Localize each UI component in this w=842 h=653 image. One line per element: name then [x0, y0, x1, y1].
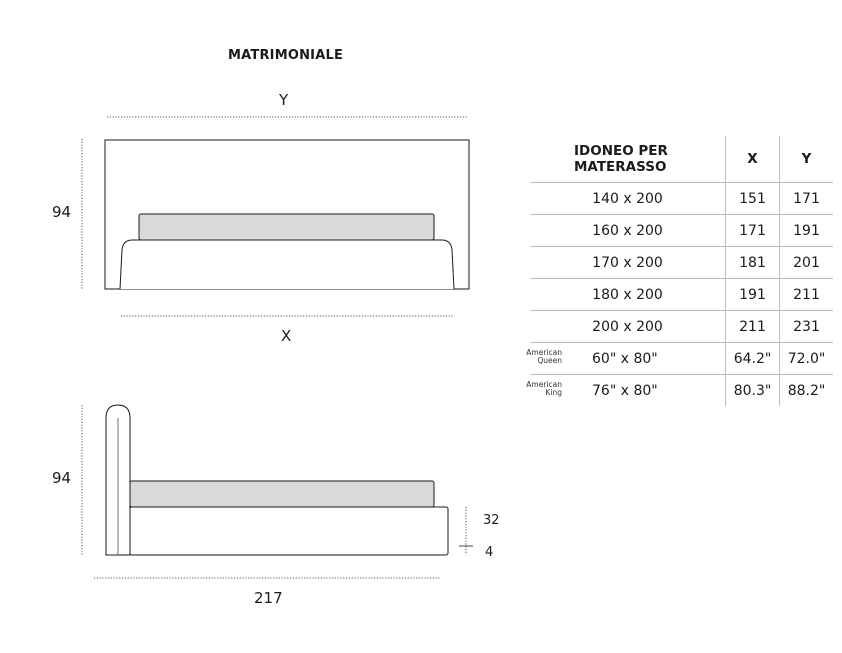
- table-row: [530, 183, 833, 215]
- row-size: 180 x 200: [592, 286, 663, 303]
- row-size: 76" x 80": [592, 382, 658, 399]
- row-y: 211: [780, 279, 834, 311]
- row-x: 64.2": [726, 343, 780, 375]
- row-y: 88.2": [780, 375, 834, 407]
- row-note: [526, 381, 562, 397]
- front-view: [82, 117, 469, 316]
- front-width-label-top: Y: [279, 91, 289, 109]
- diagram-title: MATRIMONIALE: [228, 48, 344, 63]
- header-size: IDONEO PER MATERASSO: [574, 143, 668, 175]
- row-note-line2: Queen: [537, 356, 562, 365]
- side-base-height-label: 32: [483, 513, 500, 528]
- table-row: [530, 311, 833, 343]
- row-note-line2: King: [545, 388, 562, 397]
- row-size: 170 x 200: [592, 254, 663, 271]
- side-foot-height-label: 4: [485, 545, 494, 560]
- table-row: [530, 247, 833, 279]
- front-width-label-bottom: X: [281, 327, 292, 345]
- row-size: 140 x 200: [592, 190, 663, 207]
- row-x: 80.3": [726, 375, 780, 407]
- side-mattress: [130, 481, 434, 507]
- row-note-line1: American: [526, 380, 562, 389]
- row-size: 200 x 200: [592, 318, 663, 335]
- header-y: Y: [780, 136, 834, 183]
- row-y: 231: [780, 311, 834, 343]
- table-row: [530, 279, 833, 311]
- row-x: 191: [726, 279, 780, 311]
- front-bed-frame: [120, 240, 454, 289]
- side-height-label: 94: [52, 469, 72, 487]
- row-size: 160 x 200: [592, 222, 663, 239]
- side-bed-base: [130, 507, 448, 555]
- front-height-label: 94: [52, 203, 72, 221]
- row-x: 171: [726, 215, 780, 247]
- row-note: [526, 349, 562, 365]
- front-mattress: [139, 214, 434, 240]
- side-length-label: 217: [254, 589, 283, 607]
- row-size: 60" x 80": [592, 350, 658, 367]
- row-y: 171: [780, 183, 834, 215]
- header-x: X: [726, 136, 780, 183]
- row-note-line1: American: [526, 348, 562, 357]
- table-row: [530, 343, 833, 375]
- table-header-row: [530, 136, 833, 183]
- side-view: [82, 405, 473, 578]
- row-x: 211: [726, 311, 780, 343]
- row-y: 72.0": [780, 343, 834, 375]
- row-y: 191: [780, 215, 834, 247]
- table-row: [530, 375, 833, 407]
- row-x: 181: [726, 247, 780, 279]
- row-x: 151: [726, 183, 780, 215]
- row-y: 201: [780, 247, 834, 279]
- dimensions-table: [526, 136, 833, 406]
- table-row: [530, 215, 833, 247]
